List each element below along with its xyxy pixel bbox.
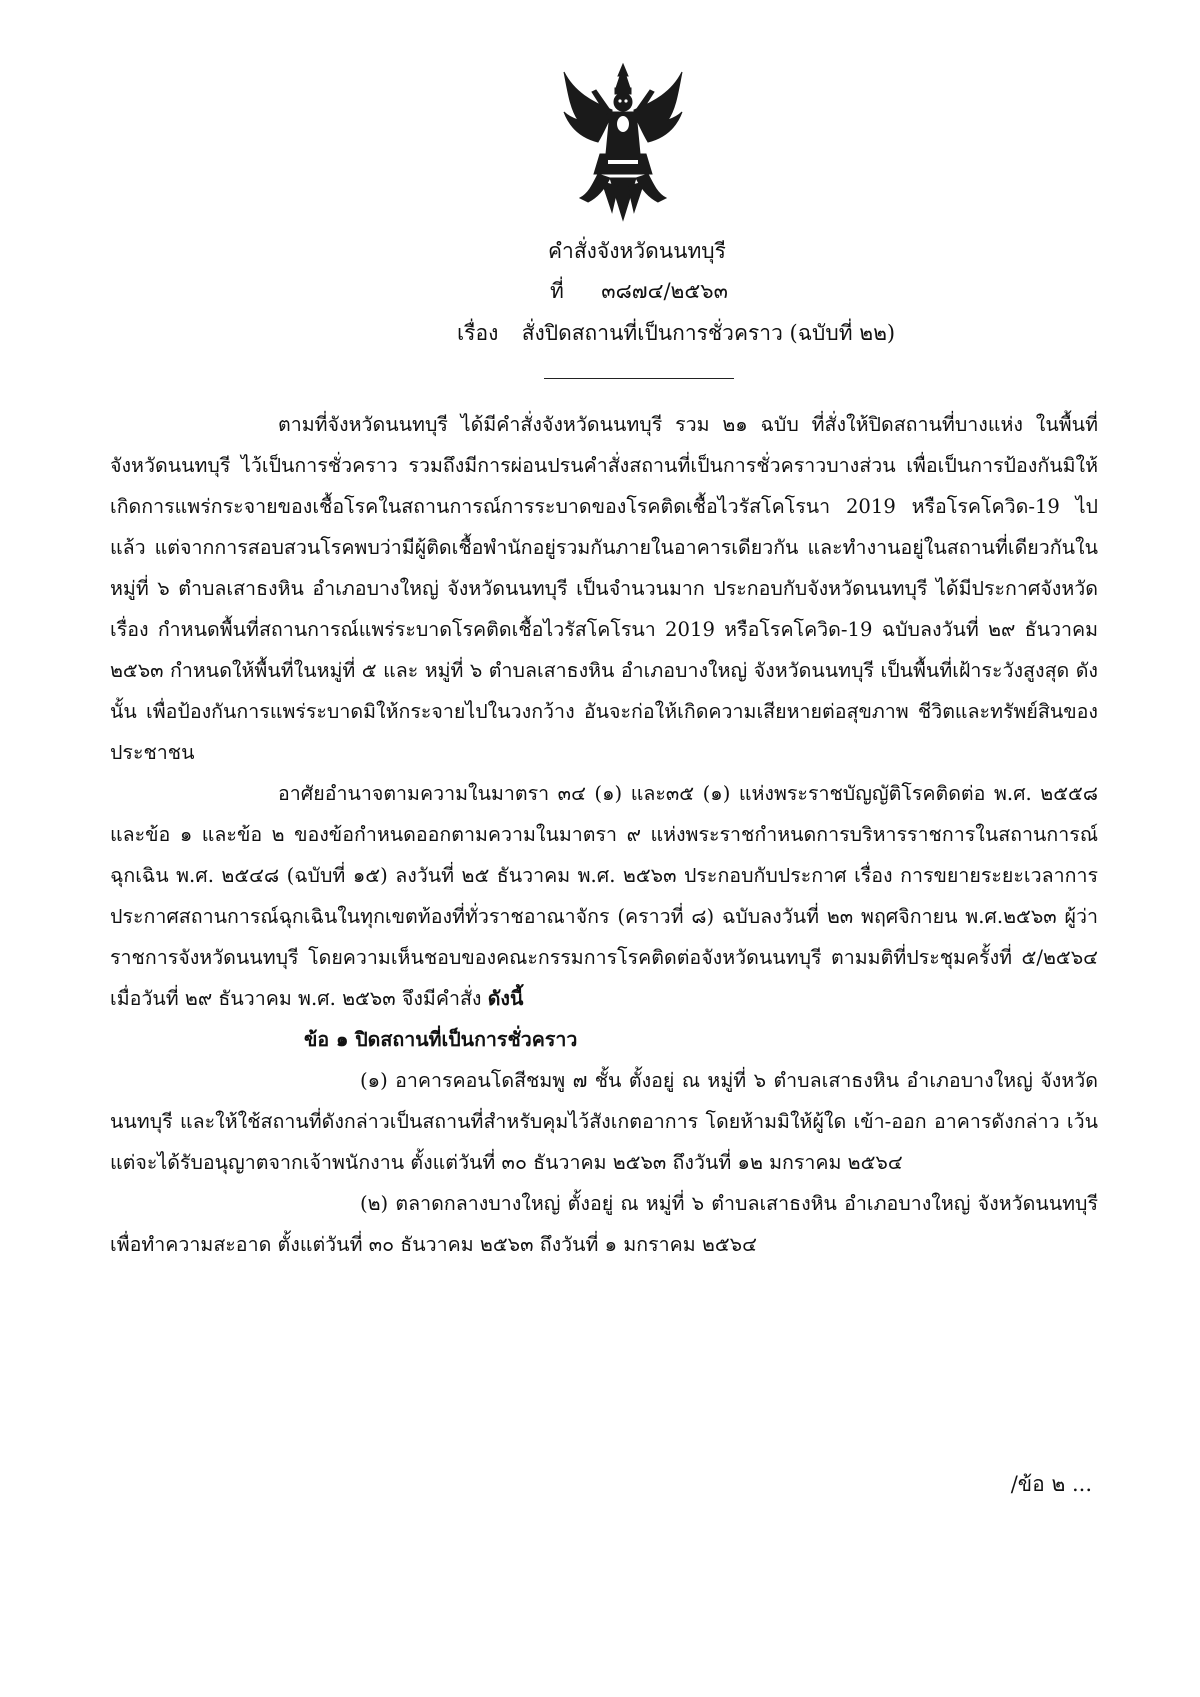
authority-tail: ดังนี้ bbox=[487, 987, 524, 1010]
continuation-marker: /ข้อ ๒ ... bbox=[1010, 1472, 1092, 1496]
clause-1-heading: ข้อ ๑ ปิดสถานที่เป็นการชั่วคราว bbox=[304, 1028, 578, 1051]
subject-text: สั่งปิดสถานที่เป็นการชั่วคราว (ฉบับที่ ๒๒) bbox=[521, 321, 896, 345]
document-body bbox=[110, 404, 1098, 1265]
order-number-line bbox=[550, 276, 728, 306]
order-number: ๓๘๗๔/๒๕๖๓ bbox=[601, 279, 728, 303]
clause-1-item-1: (๑) อาคารคอนโดสีชมพู ๗ ชั้น ตั้งอยู่ ณ หมู่ที่ ๖ ตำบลเสาธงหิน อำเภอบางใหญ่ จังหวัดนนทบุรี และให้ใช้สถานที่ดังกล่าวเป็นสถานที่สำหรับคุมไว้สังเกตอาการ โดยห้ามมิให้ผู้ใด เข้า-ออก อาคารดังกล่าว เว้นแต่จะได้รับอนุญาตจากเจ้าพนักงาน ตั้งแต่วันที่ ๓๐ ธันวาคม ๒๕๖๓ ถึงวันที่ ๑๒ มกราคม ๒๕๖๔ bbox=[110, 1069, 1098, 1174]
authority-text: อาศัยอำนาจตามความในมาตรา ๓๔ (๑) และ๓๕ (๑) แห่งพระราชบัญญัติโรคติดต่อ พ.ศ. ๒๕๕๘ และข้อ ๑ และข้อ ๒ ของข้อกำหนดออกตามความในมาตรา ๙ แห่งพระราชกำหนดการบริหารราชการในสถานการณ์ฉุกเฉิน พ.ศ. ๒๕๔๘ (ฉบับที่ ๑๕) ลงวันที่ ๒๕ ธันวาคม พ.ศ. ๒๕๖๓ ประกอบกับประกาศ เรื่อง การขยายระยะเวลาการประกาศสถานการณ์ฉุกเฉินในทุกเขตท้องที่ทั่วราชอาณาจักร (คราวที่ ๘) ฉบับลงวันที่ ๒๓ พฤศจิกายน พ.ศ.๒๕๖๓ ผู้ว่าราชการจังหวัดนนทบุรี โดยความเห็นชอบของคณะกรรมการโรคติดต่อจังหวัดนนทบุรี ตามมติที่ประชุมครั้งที่ ๕/๒๕๖๔ เมื่อวันที่ ๒๙ ธันวาคม พ.ศ. ๒๕๖๓ จึงมีคำสั่ง bbox=[110, 782, 1098, 1010]
paragraph-authority bbox=[110, 773, 1098, 1019]
document-title: คำสั่งจังหวัดนนทบุรี bbox=[548, 239, 726, 263]
garuda-emblem-icon bbox=[562, 62, 684, 222]
subject-label: เรื่อง bbox=[457, 321, 499, 345]
subject-line bbox=[457, 318, 895, 348]
clause-1-item-2: (๒) ตลาดกลางบางใหญ่ ตั้งอยู่ ณ หมู่ที่ ๖ ตำบลเสาธงหิน อำเภอบางใหญ่ จังหวัดนนทบุรี เพื่อทำความสะอาด ตั้งแต่วันที่ ๓๐ ธันวาคม ๒๕๖๓ ถึงวันที่ ๑ มกราคม ๒๕๖๔ bbox=[110, 1192, 1098, 1256]
order-number-label: ที่ bbox=[550, 279, 564, 303]
header-divider bbox=[544, 378, 734, 379]
paragraph-background: ตามที่จังหวัดนนทบุรี ได้มีคำสั่งจังหวัดนนทบุรี รวม ๒๑ ฉบับ ที่สั่งให้ปิดสถานที่บางแห่ง ในพื้นที่จังหวัดนนทบุรี ไว้เป็นการชั่วคราว รวมถึงมีการผ่อนปรนคำสั่งสถานที่เป็นการชั่วคราวบางส่วน เพื่อเป็นการป้องกันมิให้เกิดการแพร่กระจายของเชื้อโรคในสถานการณ์การระบาดของโรคติดเชื้อไวรัสโคโรนา 2019 หรือโรคโควิด-19 ไปแล้ว แต่จากการสอบสวนโรคพบว่ามีผู้ติดเชื้อพำนักอยู่รวมกันภายในอาคารเดียวกัน และทำงานอยู่ในสถานที่เดียวกันในหมู่ที่ ๖ ตำบลเสาธงหิน อำเภอบางใหญ่ จังหวัดนนทบุรี เป็นจำนวนมาก ประกอบกับจังหวัดนนทบุรี ได้มีประกาศจังหวัด เรื่อง กำหนดพื้นที่สถานการณ์แพร่ระบาดโรคติดเชื้อไวรัสโคโรนา 2019 หรือโรคโควิด-19 ฉบับลงวันที่ ๒๙ ธันวาคม ๒๕๖๓ กำหนดให้พื้นที่ในหมู่ที่ ๕ และ หมู่ที่ ๖ ตำบลเสาธงหิน อำเภอบางใหญ่ จังหวัดนนทบุรี เป็นพื้นที่เฝ้าระวังสูงสุด ดังนั้น เพื่อป้องกันการแพร่ระบาดมิให้กระจายไปในวงกว้าง อันจะก่อให้เกิดความเสียหายต่อสุขภาพ ชีวิตและทรัพย์สินของประชาชน bbox=[110, 413, 1098, 764]
